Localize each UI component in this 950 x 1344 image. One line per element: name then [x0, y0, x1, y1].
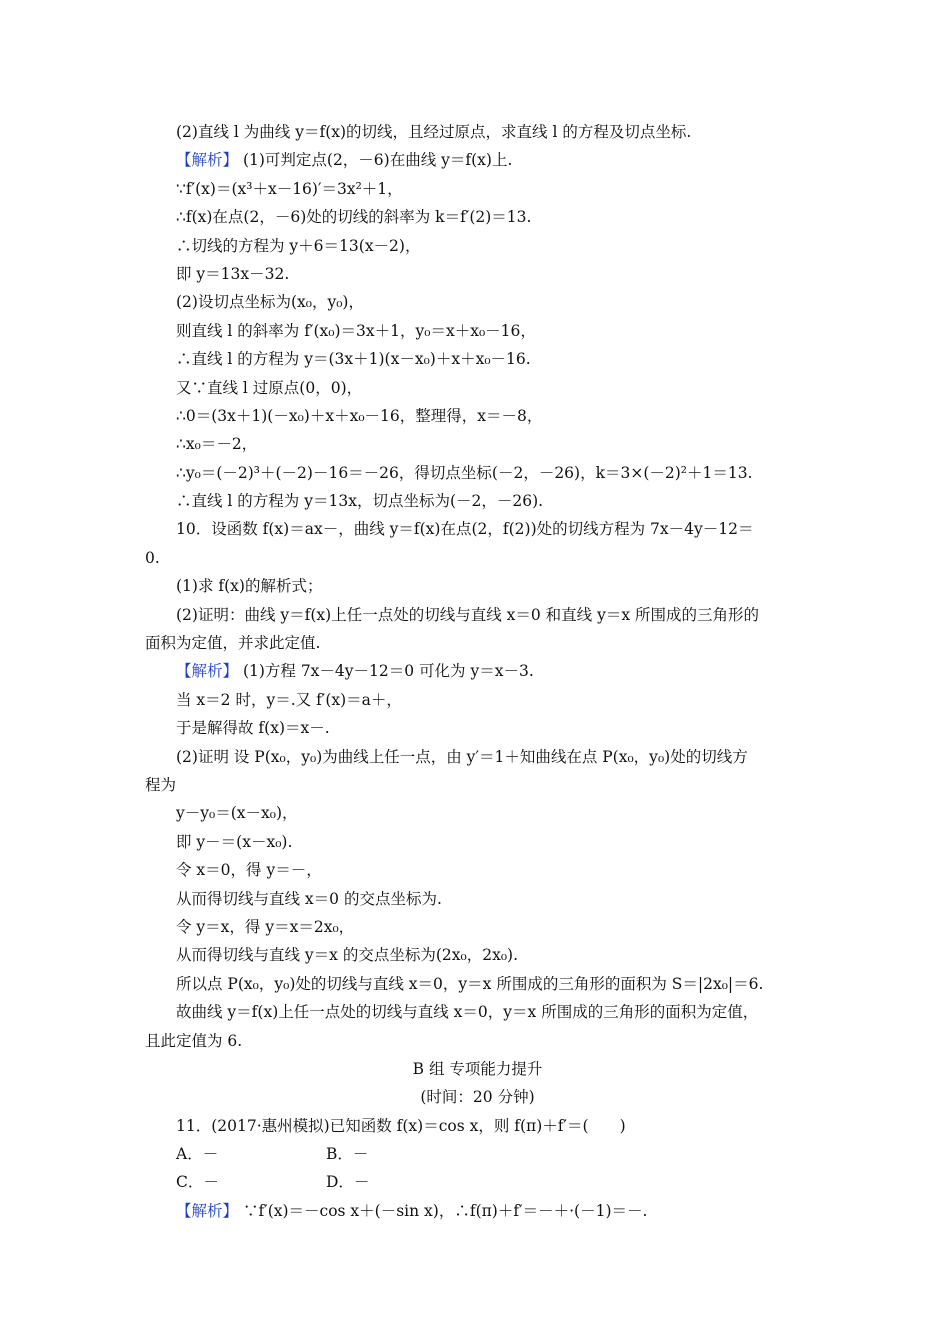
- solution-tag: 【解析】: [176, 151, 239, 170]
- text-line: 即 y＝13x－32.: [176, 264, 290, 283]
- question-11: 11．(2017·惠州模拟)已知函数 f(x)＝cos x，则 f(π)＋f′＝( ): [176, 1116, 626, 1135]
- text-line: 从而得切线与直线 y＝x 的交点坐标为(2x₀，2x₀).: [176, 946, 519, 965]
- text-line: ∴0＝(3x＋1)(－x₀)＋x＋x₀－16，整理得，x＝－8，: [176, 406, 543, 425]
- document-page: [145, 118, 810, 1225]
- solution-line: [145, 1197, 810, 1225]
- choice-b: B．－: [326, 1145, 369, 1164]
- solution-line: [145, 146, 810, 174]
- solution-tag: 【解析】: [176, 1201, 239, 1220]
- question-10: 10．设函数 f(x)＝ax－，曲线 y＝f(x)在点(2，f(2))处的切线方程为 7x－4y－12＝: [176, 520, 754, 539]
- solution-line: [145, 657, 810, 685]
- text-line: 又∵直线 l 过原点(0，0)，: [176, 378, 363, 397]
- text-line: ∵f′(x)＝(x³＋x－16)′＝3x²＋1，: [176, 179, 403, 198]
- text-line: 0.: [145, 548, 160, 567]
- text-line: 所以点 P(x₀，y₀)处的切线与直线 x＝0，y＝x 所围成的三角形的面积为 S＝|2x₀|＝6.: [176, 974, 764, 993]
- section-heading: B 组 专项能力提升: [412, 1059, 543, 1078]
- text-line: (2)证明 设 P(x₀，y₀)为曲线上任一点，由 y′＝1＋知曲线在点 P(x₀，y₀)处的切线方: [176, 747, 748, 766]
- text-line: ∴x₀＝－2，: [176, 435, 258, 454]
- text-line: 当 x＝2 时，y＝.又 f′(x)＝a＋，: [176, 690, 402, 709]
- choice-a: A．－: [176, 1145, 219, 1164]
- text-line: 且此定值为 6.: [145, 1031, 243, 1050]
- text-line: 即 y－＝(x－x₀).: [176, 832, 293, 851]
- text-line: (2)证明：曲线 y＝f(x)上任一点处的切线与直线 x＝0 和直线 y＝x 所围成的三角形的: [176, 605, 760, 624]
- text-line: 令 x＝0，得 y＝－，: [176, 861, 322, 880]
- text-line: (1)可判定点(2，－6)在曲线 y＝f(x)上.: [238, 151, 513, 170]
- text-line: 面积为定值，并求此定值.: [145, 634, 321, 653]
- solution-tag: 【解析】: [176, 662, 239, 681]
- choice-d: D．－: [326, 1173, 370, 1192]
- text-line: ∴y₀＝(－2)³＋(－2)－16＝－26，得切点坐标(－2，－26)，k＝3×(－2)²＋1＝13.: [176, 463, 753, 482]
- text-line: 于是解得故 f(x)＝x－.: [176, 719, 330, 738]
- text-line: (2)直线 l 为曲线 y＝f(x)的切线，且经过原点，求直线 l 的方程及切点坐标.: [176, 123, 692, 141]
- choice-row: [145, 1140, 810, 1168]
- text-line: ∴直线 l 的方程为 y＝(3x＋1)(x－x₀)＋x＋x₀－16.: [176, 350, 531, 369]
- text-line: ∴切线的方程为 y＋6＝13(x－2)，: [176, 236, 421, 255]
- text-line: 故曲线 y＝f(x)上任一点处的切线与直线 x＝0，y＝x 所围成的三角形的面积为定值，: [176, 1003, 759, 1022]
- text-line: 则直线 l 的斜率为 f′(x₀)＝3x＋1，y₀＝x＋x₀－16，: [176, 321, 536, 340]
- text-line: ∴直线 l 的方程为 y＝13x，切点坐标为(－2，－26).: [176, 492, 544, 511]
- text-line: (2)设切点坐标为(x₀，y₀)，: [176, 293, 364, 312]
- text-line: ∴f(x)在点(2，－6)处的切线的斜率为 k＝f′(2)＝13.: [176, 208, 532, 227]
- text-line: (1)方程 7x－4y－12＝0 可化为 y＝x－3.: [238, 662, 534, 681]
- text-line: (1)求 f(x)的解析式；: [176, 577, 323, 596]
- text-line: 程为: [145, 775, 177, 794]
- section-time: (时间：20 分钟): [420, 1088, 535, 1107]
- text-line: ∵f′(x)＝－cos x＋(－sin x)，∴f(π)＋f′＝－＋·(－1)＝－.: [238, 1201, 648, 1220]
- text-line: y－y₀＝(x－x₀)，: [176, 804, 298, 823]
- choice-c: C．－: [176, 1173, 219, 1192]
- text-line: 从而得切线与直线 x＝0 的交点坐标为.: [176, 889, 442, 908]
- choice-row: [145, 1168, 810, 1196]
- text-line: 令 y＝x，得 y＝x＝2x₀，: [176, 917, 355, 936]
